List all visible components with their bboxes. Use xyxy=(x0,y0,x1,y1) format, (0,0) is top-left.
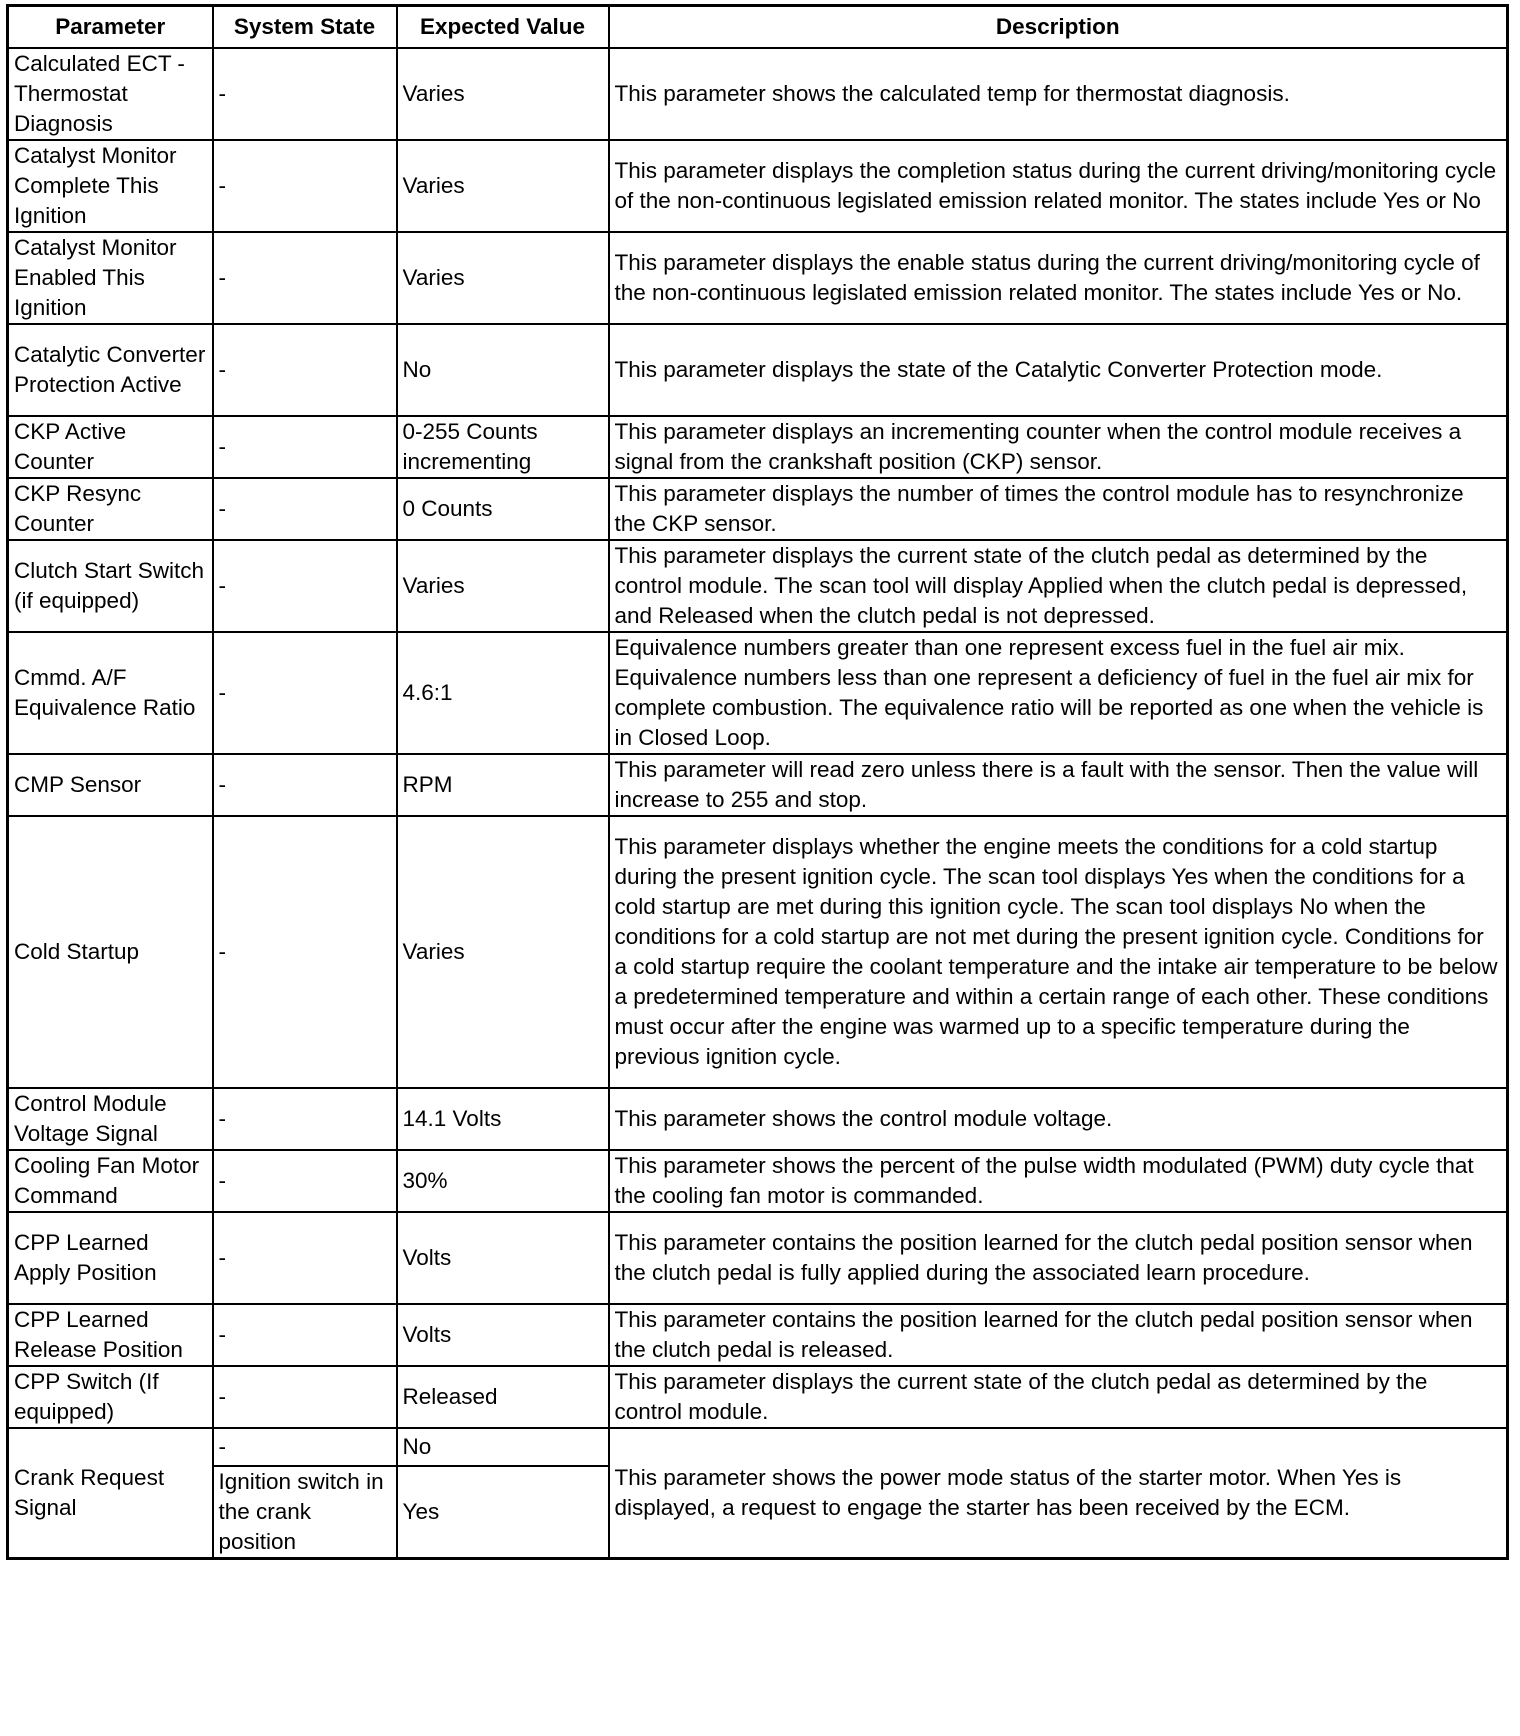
value-cell: Varies xyxy=(397,232,609,324)
table-row xyxy=(8,1212,1508,1304)
value-cell: Varies xyxy=(397,816,609,1088)
state-cell: - xyxy=(213,232,397,324)
parameter-cell: CMP Sensor xyxy=(8,754,213,816)
description-cell: This parameter displays the current state of the clutch pedal as determined by the control module. The scan tool will display Applied when the clutch pedal is depressed, and Released when the clutch pedal is not depressed. xyxy=(609,540,1508,632)
value-cell: Released xyxy=(397,1366,609,1428)
value-cell: Varies xyxy=(397,140,609,232)
parameter-cell: CKP Active Counter xyxy=(8,416,213,478)
parameter-table xyxy=(6,4,1509,1560)
table-row xyxy=(8,478,1508,540)
table-row xyxy=(8,1088,1508,1150)
description-cell: This parameter shows the power mode status of the starter motor. When Yes is displayed, a request to engage the starter has been received by the ECM. xyxy=(609,1428,1508,1559)
description-cell: This parameter displays whether the engine meets the conditions for a cold startup during the present ignition cycle. The scan tool displays Yes when the conditions for a cold startup are met during this ignition cycle. The scan tool displays No when the conditions for a cold startup are not met during the present ignition cycle. Conditions for a cold startup require the coolant temperature and the intake air temperature to be below a predetermined temperature and within a certain range of each other. These conditions must occur after the engine was warmed up to a specific temperature during the previous ignition cycle. xyxy=(609,816,1508,1088)
parameter-cell: CKP Resync Counter xyxy=(8,478,213,540)
table-row xyxy=(8,816,1508,1088)
value-cell: No xyxy=(397,324,609,416)
description-cell: This parameter contains the position learned for the clutch pedal position sensor when the clutch pedal is fully applied during the associated learn procedure. xyxy=(609,1212,1508,1304)
table-row xyxy=(8,1150,1508,1212)
value-cell: 0 Counts xyxy=(397,478,609,540)
table-row xyxy=(8,48,1508,140)
state-cell: - xyxy=(213,540,397,632)
description-cell: This parameter shows the calculated temp for thermostat diagnosis. xyxy=(609,48,1508,140)
state-cell: - xyxy=(213,1212,397,1304)
value-cell: 0-255 Counts incrementing xyxy=(397,416,609,478)
state-cell: - xyxy=(213,1150,397,1212)
value-cell: Varies xyxy=(397,540,609,632)
value-cell: Varies xyxy=(397,48,609,140)
table-row xyxy=(8,1366,1508,1428)
parameter-cell: CPP Learned Release Position xyxy=(8,1304,213,1366)
table-row xyxy=(8,324,1508,416)
state-cell: - xyxy=(213,754,397,816)
parameter-cell: Cold Startup xyxy=(8,816,213,1088)
parameter-cell: Control Module Voltage Signal xyxy=(8,1088,213,1150)
description-cell: This parameter displays the state of the Catalytic Converter Protection mode. xyxy=(609,324,1508,416)
parameter-cell: Clutch Start Switch (if equipped) xyxy=(8,540,213,632)
state-cell: Ignition switch in the crank position xyxy=(213,1466,397,1559)
state-cell: - xyxy=(213,478,397,540)
description-cell: This parameter displays the enable status during the current driving/monitoring cycle of the non-continuous legislated emission related monitor. The states include Yes or No. xyxy=(609,232,1508,324)
value-cell: 14.1 Volts xyxy=(397,1088,609,1150)
value-cell: Volts xyxy=(397,1212,609,1304)
parameter-cell: Catalyst Monitor Enabled This Ignition xyxy=(8,232,213,324)
parameter-cell: Cmmd. A/F Equivalence Ratio xyxy=(8,632,213,754)
header-description: Description xyxy=(609,6,1508,49)
parameter-cell: Cooling Fan Motor Command xyxy=(8,1150,213,1212)
value-cell: No xyxy=(397,1428,609,1466)
parameter-cell: Crank Request Signal xyxy=(8,1428,213,1559)
state-cell: - xyxy=(213,324,397,416)
parameter-cell: Catalyst Monitor Complete This Ignition xyxy=(8,140,213,232)
description-cell: This parameter displays the completion status during the current driving/monitoring cycle of the non-continuous legislated emission related monitor. The states include Yes or No xyxy=(609,140,1508,232)
table-row xyxy=(8,632,1508,754)
header-parameter: Parameter xyxy=(8,6,213,49)
state-cell: - xyxy=(213,140,397,232)
header-system-state: System State xyxy=(213,6,397,49)
parameter-cell: Catalytic Converter Protection Active xyxy=(8,324,213,416)
value-cell: 30% xyxy=(397,1150,609,1212)
parameter-cell: Calculated ECT - Thermostat Diagnosis xyxy=(8,48,213,140)
value-cell: Yes xyxy=(397,1466,609,1559)
table-row xyxy=(8,232,1508,324)
description-cell: This parameter displays an incrementing counter when the control module receives a signal from the crankshaft position (CKP) sensor. xyxy=(609,416,1508,478)
description-cell: Equivalence numbers greater than one represent excess fuel in the fuel air mix. Equivalence numbers less than one represent a deficiency of fuel in the fuel air mix for complete combustion. The equivalence ratio will be reported as one when the vehicle is in Closed Loop. xyxy=(609,632,1508,754)
state-cell: - xyxy=(213,1428,397,1466)
description-cell: This parameter shows the percent of the pulse width modulated (PWM) duty cycle that the cooling fan motor is commanded. xyxy=(609,1150,1508,1212)
parameter-cell: CPP Switch (If equipped) xyxy=(8,1366,213,1428)
description-cell: This parameter shows the control module voltage. xyxy=(609,1088,1508,1150)
value-cell: RPM xyxy=(397,754,609,816)
state-cell: - xyxy=(213,632,397,754)
description-cell: This parameter contains the position learned for the clutch pedal position sensor when the clutch pedal is released. xyxy=(609,1304,1508,1366)
description-cell: This parameter displays the number of times the control module has to resynchronize the CKP sensor. xyxy=(609,478,1508,540)
table-row xyxy=(8,540,1508,632)
state-cell: - xyxy=(213,1088,397,1150)
table-row xyxy=(8,1304,1508,1366)
value-cell: 4.6:1 xyxy=(397,632,609,754)
state-cell: - xyxy=(213,416,397,478)
header-row xyxy=(8,6,1508,49)
parameter-cell: CPP Learned Apply Position xyxy=(8,1212,213,1304)
description-cell: This parameter displays the current state of the clutch pedal as determined by the control module. xyxy=(609,1366,1508,1428)
value-cell: Volts xyxy=(397,1304,609,1366)
table-row xyxy=(8,140,1508,232)
state-cell: - xyxy=(213,816,397,1088)
state-cell: - xyxy=(213,48,397,140)
table-row xyxy=(8,416,1508,478)
state-cell: - xyxy=(213,1366,397,1428)
header-expected-value: Expected Value xyxy=(397,6,609,49)
description-cell: This parameter will read zero unless there is a fault with the sensor. Then the value will increase to 255 and stop. xyxy=(609,754,1508,816)
table-row xyxy=(8,754,1508,816)
table-row xyxy=(8,1428,1508,1466)
state-cell: - xyxy=(213,1304,397,1366)
